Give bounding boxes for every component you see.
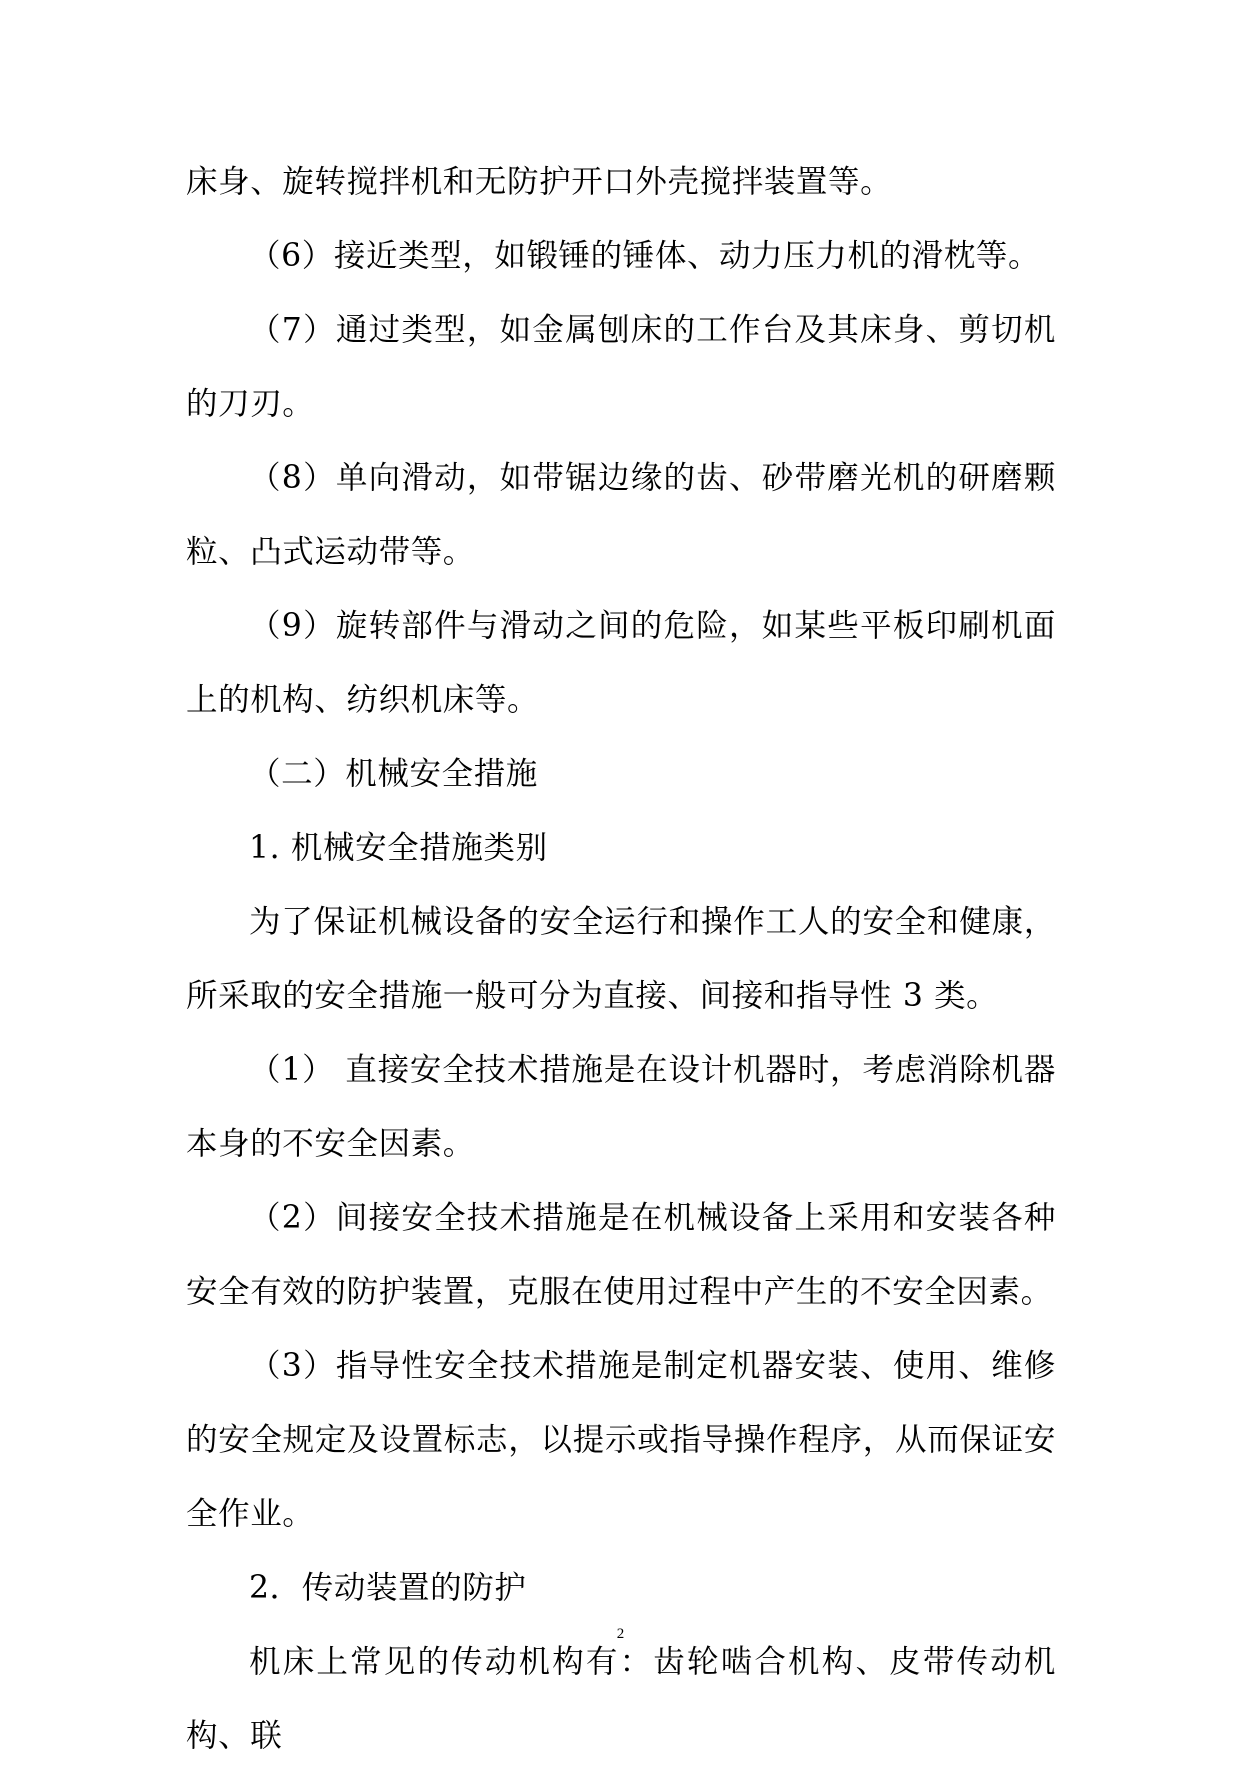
- paragraph-8: （2）间接安全技术措施是在机械设备上采用和安装各种安全有效的防护装置，克服在使用过程中产生的不安全因素。: [186, 1200, 1056, 1310]
- paragraph-9: （3）指导性安全技术措施是制定机器安装、使用、维修的安全规定及设置标志，以提示或指导操作程序，从而保证安全作业。: [186, 1348, 1056, 1532]
- paragraph-6: 为了保证机械设备的安全运行和操作工人的安全和健康，所采取的安全措施一般可分为直接、间接和指导性 3 类。: [186, 904, 1056, 1014]
- subsection-heading-1: 1. 机械安全措施类别: [249, 830, 548, 866]
- paragraph-4: （8）单向滑动，如带锯边缘的齿、砂带磨光机的研磨颗粒、凸式运动带等。: [186, 460, 1056, 570]
- section-heading: （二）机械安全措施: [249, 756, 538, 792]
- paragraph-5: （9）旋转部件与滑动之间的危险，如某些平板印刷机面上的机构、纺织机床等。: [186, 608, 1056, 718]
- page-number: 2: [616, 1626, 625, 1642]
- paragraph-3: （7）通过类型，如金属刨床的工作台及其床身、剪切机的刀刃。: [186, 312, 1056, 422]
- paragraph-1: 床身、旋转搅拌机和无防护开口外壳搅拌装置等。: [186, 164, 893, 200]
- paragraph-2: （6）接近类型，如锻锤的锤体、动力压力机的滑枕等。: [249, 238, 1041, 274]
- body-text: [186, 145, 1056, 1773]
- paragraph-10: 机床上常见的传动机构有：齿轮啮合机构、皮带传动机构、联: [186, 1644, 1056, 1754]
- paragraph-7: （1） 直接安全技术措施是在设计机器时，考虑消除机器本身的不安全因素。: [186, 1052, 1056, 1162]
- subsection-heading-2: 2．传动装置的防护: [249, 1570, 527, 1606]
